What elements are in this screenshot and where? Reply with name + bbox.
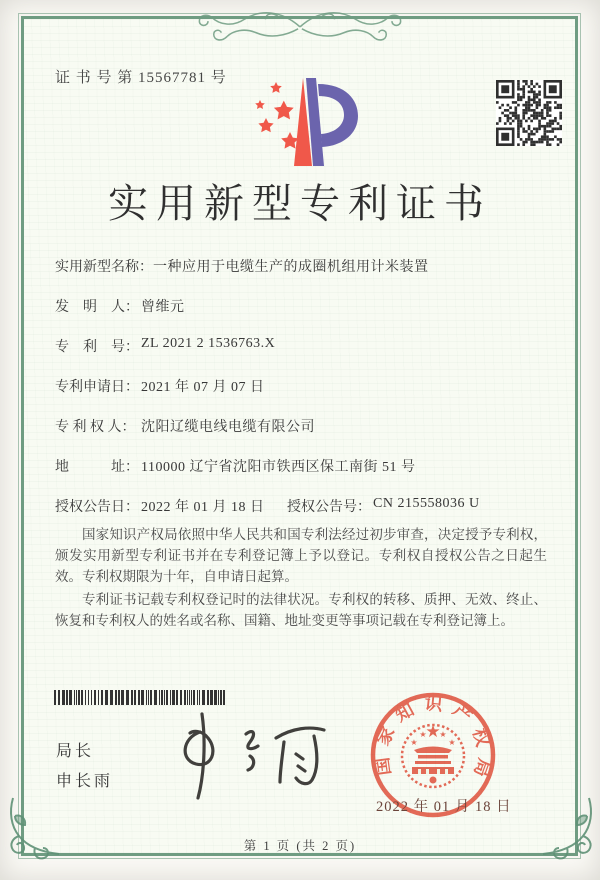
field-value: 沈阳辽缆电线电缆有限公司 bbox=[141, 420, 315, 435]
field-label: 地 址： bbox=[55, 460, 139, 475]
svg-text:★: ★ bbox=[448, 738, 456, 747]
field-label: 专 利 权 人： bbox=[55, 420, 136, 435]
field-row bbox=[55, 450, 547, 490]
field-pair bbox=[287, 496, 480, 516]
field-value: 2022 年 01 月 18 日 bbox=[141, 500, 265, 515]
field-row bbox=[55, 410, 547, 450]
field-value: 曾维元 bbox=[141, 300, 185, 315]
svg-text:★: ★ bbox=[425, 722, 441, 742]
field-value: 2021 年 07 月 07 日 bbox=[141, 380, 265, 395]
officer-title: 局长 bbox=[56, 743, 95, 760]
legal-text bbox=[55, 524, 547, 633]
cnipa-logo-icon bbox=[246, 70, 364, 172]
body-paragraph: 国家知识产权局依照中华人民共和国专利法经过初步审查，决定授予专利权，颁发实用新型专利证书并在专利登记簿上予以登记。专利权自授权公告之日起生效。专利权期限为十年，自申请日起算。 bbox=[55, 527, 547, 584]
certificate-title: 实用新型专利证书 bbox=[108, 181, 492, 226]
certificate-number: 证 书 号 第 15567781 号 bbox=[55, 70, 227, 86]
svg-text:★: ★ bbox=[439, 730, 447, 739]
field-pair bbox=[55, 496, 287, 516]
body-paragraph: 专利证书记载专利权登记时的法律状况。专利权的转移、质押、无效、终止、恢复和专利权人的姓名或名称、国籍、地址变更等事项记载在专利登记簿上。 bbox=[55, 592, 547, 628]
field-value: ZL 2021 2 1536763.X bbox=[141, 336, 276, 351]
field-label: 授权公告日： bbox=[55, 500, 139, 515]
officer-name: 申长雨 bbox=[56, 773, 114, 790]
field-label: 专 利 号： bbox=[55, 340, 139, 355]
seal-authority-text: 国家知识产权局 bbox=[370, 693, 496, 789]
field-row bbox=[55, 330, 547, 370]
field-value: 一种应用于电缆生产的成圈机组用计米装置 bbox=[153, 260, 429, 275]
svg-text:★: ★ bbox=[410, 738, 418, 747]
svg-text:★: ★ bbox=[419, 730, 427, 739]
field-label: 专利申请日： bbox=[55, 380, 139, 395]
page-footer: 第 1 页 (共 2 页) bbox=[243, 839, 357, 853]
seal-date: 2022 年 01 月 18 日 bbox=[376, 799, 512, 815]
top-flourish-icon bbox=[185, 1, 415, 47]
signature-icon bbox=[148, 700, 338, 805]
field-row bbox=[55, 250, 547, 290]
field-label: 发 明 人： bbox=[55, 300, 139, 315]
field-label: 授权公告号： bbox=[287, 500, 371, 515]
field-value: 110000 辽宁省沈阳市铁西区保工南街 51 号 bbox=[141, 460, 416, 475]
field-label: 实用新型名称： bbox=[55, 260, 153, 275]
field-row bbox=[55, 370, 547, 410]
field-row bbox=[55, 290, 547, 330]
qr-code bbox=[496, 80, 562, 146]
national-emblem-icon bbox=[402, 722, 464, 787]
certificate-fields bbox=[55, 250, 547, 530]
field-value: CN 215558036 U bbox=[373, 496, 480, 511]
